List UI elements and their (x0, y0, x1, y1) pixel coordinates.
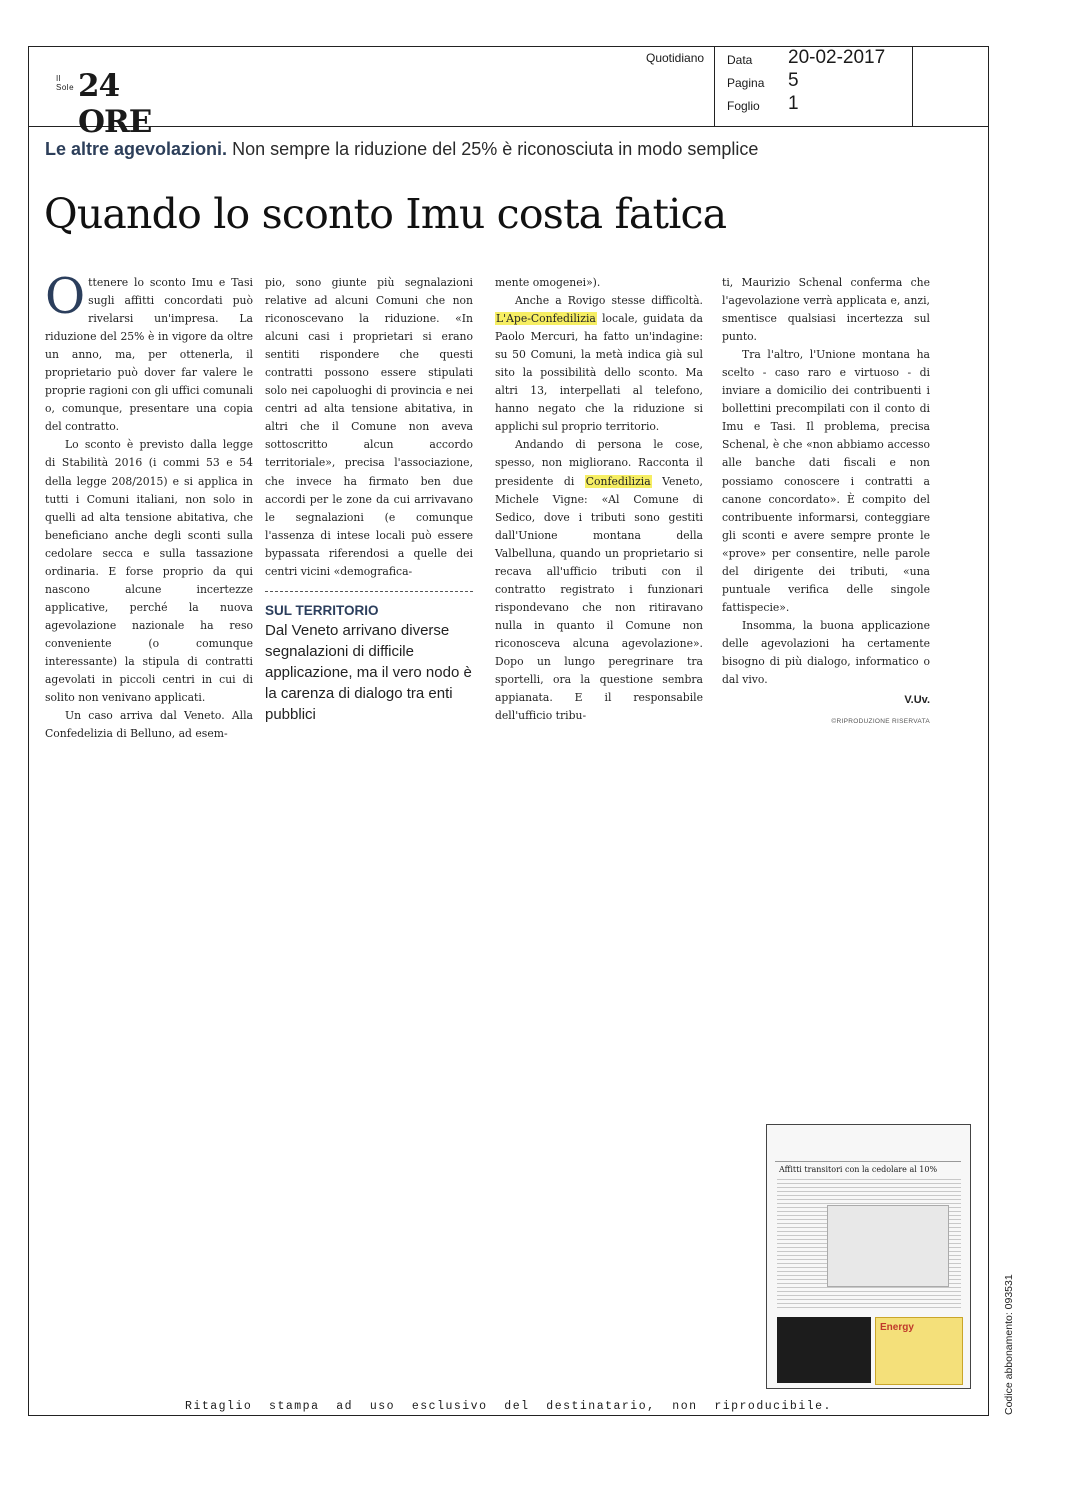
footer-disclaimer: Ritaglio stampa ad uso esclusivo del destinatario, non riproducibile. (185, 1400, 832, 1413)
article-column-3 (495, 274, 703, 725)
article-column-2 (265, 274, 473, 725)
page-value: 5 (788, 70, 799, 91)
paragraph-text: Anche a Rovigo stesse difficoltà. (515, 294, 703, 308)
copyright-notice: ©RIPRODUZIONE RISERVATA (831, 718, 930, 726)
highlighted-name: Confedilizia (585, 474, 651, 488)
thumbnail-header (775, 1131, 961, 1162)
page-label: Pagina (727, 76, 765, 90)
paragraph: Tra l'altro, l'Unione montana ha scelto - caso raro e virtuoso - di inviare a domicilio dei contribuenti i bollettini precompilati con il conto di Imu e Tasi. Il problema, precisa Schenal, è che «non abbiamo accesso alle banche dati fiscali e non possiamo conoscere i contratti a canone concordato». È compito del contribuente informarsi, conteggiare gli sconti e avere sempre pronte le «prove» per consentire, nelle parole del dirigente dei tributi, «una puntuale verifica delle singole fattispecie». (722, 348, 930, 614)
paragraph: mente omogenei»). (495, 276, 601, 289)
paragraph: ti, Maurizio Schenal conferma che l'agevolazione verrà applicata e, anzi, smentisce qualsiasi incertezza sul punto. (722, 276, 930, 344)
date-value: 20-02-2017 (788, 47, 886, 68)
paragraph-text: Andando di persona le cose, spesso, non migliorano. Racconta il presidente di (495, 438, 703, 488)
paragraph: Un caso arriva dal Veneto. Alla Confedelizia di Belluno, ad esem- (45, 709, 253, 741)
box-title: SUL TERRITORIO (265, 602, 379, 618)
subscription-code: Codice abbonamento: 093531 (1003, 1274, 1015, 1415)
sheet-value: 1 (788, 93, 799, 114)
header-divider (28, 126, 989, 127)
thumbnail-table (827, 1205, 949, 1287)
paragraph: Lo sconto è previsto dalla legge di Stabilità 2016 (i commi 53 e 54 della legge 208/2015) e si applica in tutti i Comuni italiani, non solo in quelli ad alta tensione abitativa, che beneficiano anche degli sconti sulla cedolare secca e sulla tassazione ordinaria. E forse proprio da qui nascono alcune incertezze applicative, perché la nuova agevolazione nazionale ha reso conveniente (o comunque interessante) la stipula di contratti agevolati in piccoli centri in cui di solito non venivano applicati. (45, 438, 253, 705)
paragraph: Insomma, la buona applicazione delle agevolazioni ha certamente bisogno di più dialogo, informatico o dal vivo. (722, 618, 930, 687)
article-column-4 (722, 274, 930, 731)
sheet-label: Foglio (727, 99, 760, 113)
thumbnail-advertisement (875, 1317, 963, 1385)
article-column-1 (45, 268, 253, 743)
article-kicker (45, 139, 758, 160)
kicker-text: Non sempre la riduzione del 25% è riconosciuta in modo semplice (232, 139, 759, 159)
kicker-label: Le altre agevolazioni. (45, 139, 228, 159)
thumbnail-dark-box (777, 1317, 871, 1383)
box-text: Dal Veneto arrivano diverse segnalazioni di difficile applicazione, ma il vero nodo è la carenza di dialogo tra enti pubblici (265, 621, 472, 723)
thumbnail-ad-text: Energy (880, 1322, 914, 1333)
paragraph-text: ttenere lo sconto Imu e Tasi sugli affitti concordati può rivelarsi un'impresa. La riduzione del 25% è in vigore da oltre un anno, ma, per ottenerla, il proprietario può dover far valere le proprie ragioni con gli uffici comunali o, comunque, presentare una copia del contratto. (45, 276, 253, 434)
masthead-title: 24 ORE (78, 68, 152, 140)
drop-cap: O (45, 268, 86, 325)
header-column-divider (714, 46, 715, 126)
paragraph (45, 268, 253, 436)
box-divider (265, 591, 473, 592)
author-signature: V.Uv. (904, 694, 930, 707)
paragraph-text: Veneto, Michele Vigne: «Al Comune di Sedico, dove i tributi sono gestiti dall'Unione montana della Valbelluna, quando un proprietario si recava all'ufficio tributi con il contratto registrato i funzionari rispondevano che non ritiravano nulla in quanto il Comune non riconosceva alcuna agevolazione». Dopo un lungo peregrinare tra sportelli, ora la questione sembra appianata. E il responsabile dell'ufficio tribu- (495, 474, 703, 723)
paragraph: pio, sono giunte più segnalazioni relative ad alcuni Comuni che non riconoscevano la riduzione. «In alcuni casi i proprietari si erano sentiti rispondere che questi contratti possono essere stipulati solo nei capoluoghi di provincia e nei centri ad alta tensione abitativa, in altri che il Comune non aveva sottoscritto alcun accordo territoriale», precisa l'associazione, che invece ha firmato ben due accordi per le zone da cui arrivavano le segnalazioni (e comunque l'assenza di intese locali può essere bypassata riferendosi a quelle dei centri vicini «demografica- (265, 276, 473, 578)
article-headline: Quando lo sconto Imu costa fatica (44, 190, 727, 238)
paragraph (495, 292, 703, 436)
page-thumbnail (766, 1124, 971, 1389)
highlighted-name: L'Ape-Confedilizia (496, 312, 596, 326)
paragraph-text: locale, guidata da Paolo Mercuri, ha fatto un'indagine: su 50 Comuni, la metà indica già sul sito la possibilità dello sconto. Ma altri 13, interpellati al telefono, hanno negato che la riduzione si applichi sul proprio territorio. (495, 312, 703, 434)
thumbnail-headline: Affitti transitori con la cedolare al 10% (779, 1165, 938, 1174)
masthead-small-text: Il Sole (56, 74, 75, 92)
paragraph (495, 436, 703, 725)
publication-type: Quotidiano (646, 51, 705, 65)
header-column-divider (912, 46, 913, 126)
date-label: Data (727, 53, 753, 67)
